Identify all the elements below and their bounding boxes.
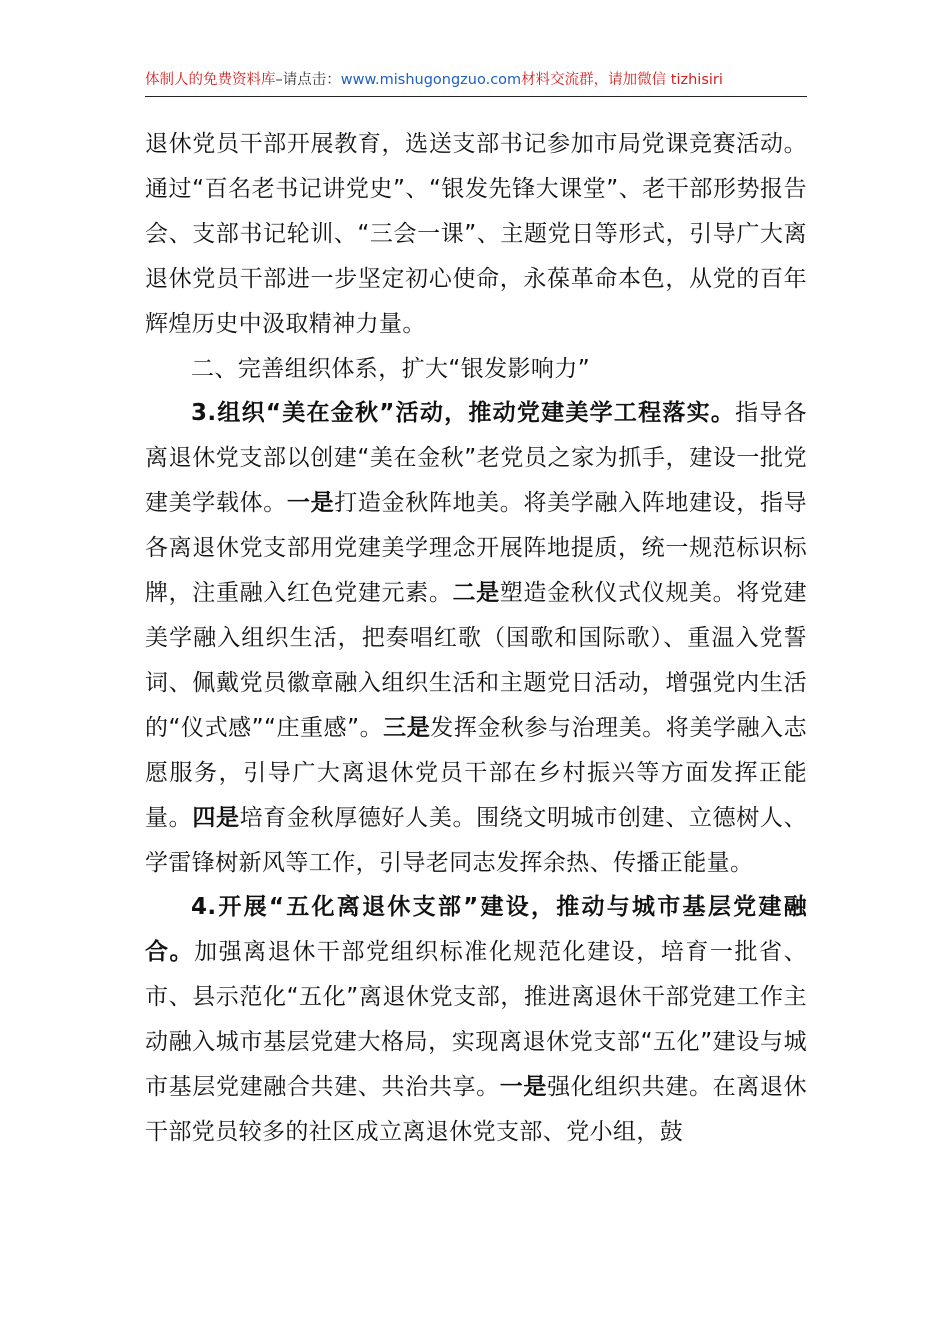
item-3-text-1: 指导各离退休党支部以创建“美在金秋”老党员之家为抓手，建设一批党建美学载体。 xyxy=(145,400,808,517)
item-3-keyword-3: 三是 xyxy=(383,714,431,741)
item-3-text-3: 塑造金秋仪式仪规美。将党建美学融入组织生活，把奏唱红歌（国歌和国际歌）、重温入党誓词、佩戴党员徽章融入组织生活和主题党日活动，增强党内生活的“仪式感”“庄重感”。 xyxy=(145,580,807,741)
header-website-link[interactable]: www.mishugongzuo.com xyxy=(340,72,522,88)
paragraph-item-4 xyxy=(145,885,807,1154)
document-body xyxy=(145,122,807,1155)
item-3-text-4: 发挥金秋参与治理美。将美学融入志愿服务，引导广大离退休党员干部在乡村振兴等方面发挥正能量。 xyxy=(145,714,807,831)
item-3-text-2: 打造金秋阵地美。将美学融入阵地建设，指导各离退休党支部用党建美学理念开展阵地提质，统一规范标识标牌，注重融入红色党建元素。 xyxy=(145,490,808,607)
paragraph-item-3 xyxy=(145,391,807,885)
page-header xyxy=(145,66,807,97)
item-3-keyword-1: 一是 xyxy=(286,490,335,517)
paragraph-education: 退休党员干部开展教育，选送支部书记参加市局党课竞赛活动。通过“百名老书记讲党史”、“银发先锋大课堂”、老干部形势报告会、支部书记轮训、“三会一课”、主题党日等形式，引导广大离退休党员干部进一步坚定初心使命，永葆革命本色，从党的百年辉煌历史中汲取精神力量。 xyxy=(145,131,807,337)
item-4-keyword-1: 一是 xyxy=(499,1074,548,1101)
item-4-text-2: 强化组织共建。在离退休干部党员较多的社区成立离退休党支部、党小组，鼓 xyxy=(145,1074,808,1145)
item-3-keyword-2: 二是 xyxy=(452,580,500,607)
item-4-heading: 4.开展“五化离退休支部”建设，推动与城市基层党建融合。 xyxy=(145,894,807,966)
header-wechat-note: 材料交流群，请加微信 tizhisiri xyxy=(521,72,723,88)
item-3-heading: 3.组织“美在金秋”活动，推动党建美学工程落实。 xyxy=(191,400,736,427)
item-3-keyword-4: 四是 xyxy=(192,804,240,831)
item-4-text-1: 加强离退休干部党组织标准化规范化建设，培育一批省、市、县示范化“五化”离退休党支部，推进离退休干部党建工作主动融入城市基层党建大格局，实现离退休党支部“五化”建设与城市基层党建融合共建、共治共享。 xyxy=(145,939,807,1101)
header-brand: 体制人的免费资料库 xyxy=(145,72,276,88)
header-prompt: –请点击： xyxy=(275,72,341,88)
section-heading-two: 二、完善组织体系，扩大“银发影响力” xyxy=(191,355,591,382)
item-3-text-5: 培育金秋厚德好人美。围绕文明城市创建、立德树人、学雷锋树新风等工作，引导老同志发挥余热、传播正能量。 xyxy=(145,804,807,876)
